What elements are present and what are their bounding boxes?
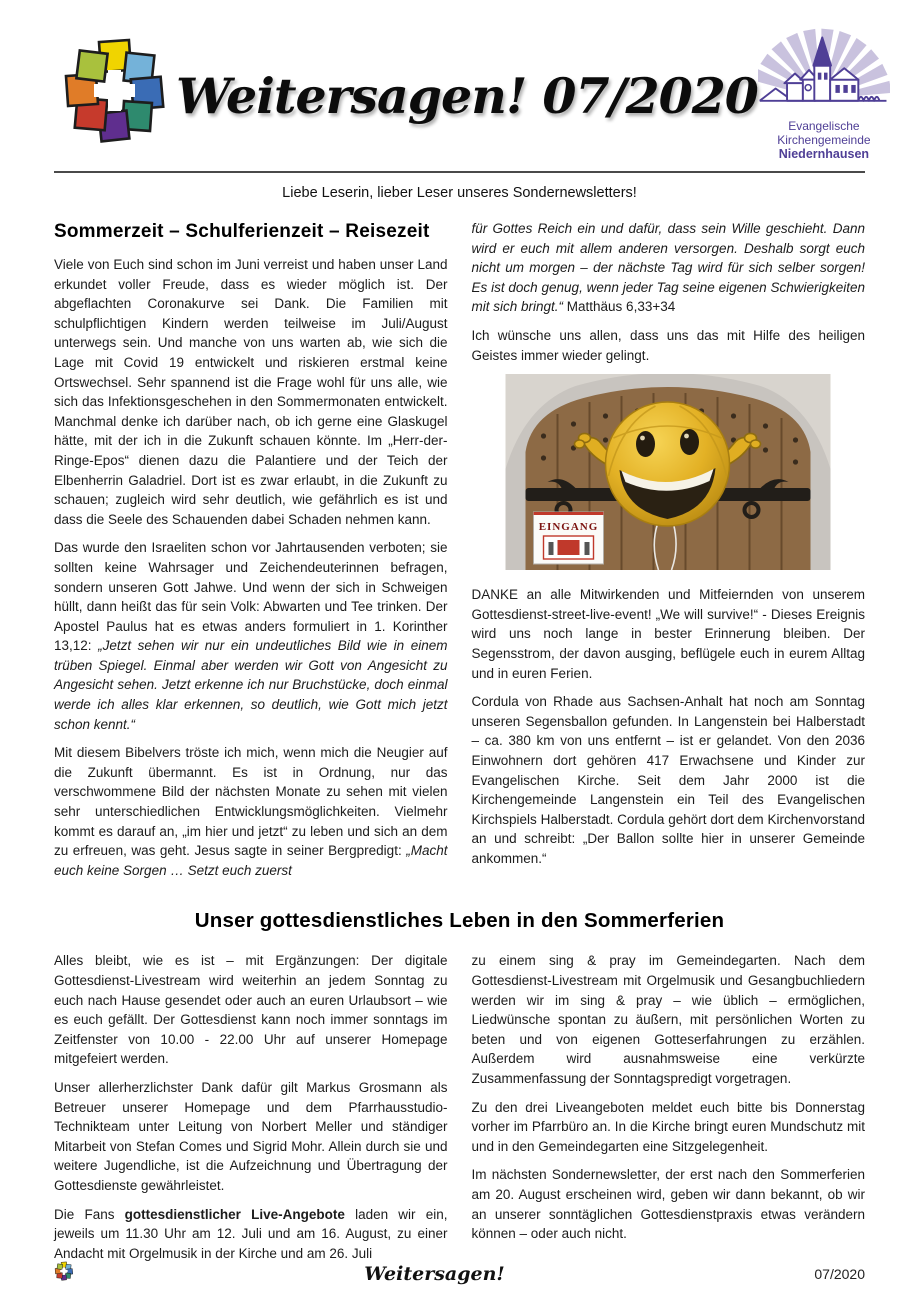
paragraph: Das wurde den Israeliten schon vor Jahrtausenden verboten; sie sollten keine Wahrsager und Zeichendeuterinnen befragen, sondern unseren Gott Jahwe. Und wenn der sich in Schweigen hüllt, dann heißt das für sein Volk: Abwarten und Tee trinken. Der Apostel Paulus hat es etwas anders formuliert in 1. Korinther 13,12: „Jetzt sehen wir nur ein undeutliches Bild wie in einem trüben Spiegel. Einmal aber werden wir Gott von Angesicht zu Angesicht sehen. Jetzt erkenne ich nur Bruchstücke, doch einmal werde ich alles klar erkennen, so deutlich, wie Gott mich jetzt schon kennt.“ xyxy=(54,540,448,732)
cross-squares-logo-icon xyxy=(54,36,176,149)
header-rule xyxy=(54,171,865,173)
paragraph: Unser allerherzlichster Dank dafür gilt Markus Grosmann als Betreuer unserer Homepage und dem Pfarrhausstudio-Technikteam unter Leitung von Norbert Meller und ständiger Mitarbeit von Stefan Comes und Sigrid Mohr. Allein durch sie und weitere Jugendliche, ist die Aufzeichnung und Übertragung der Gottesdienste gewährleistet. xyxy=(54,1079,448,1193)
section1-heading: Sommerzeit – Schulferienzeit – Reisezeit xyxy=(54,221,430,242)
paragraph: Mit diesem Bibelvers tröste ich mich, wenn mich die Neugier auf die Zukunft übermannt. Es ist in Ordnung, nur das verschwommene Bild der nächsten Monate zu sehen mit vielen sehr unterschiedlichen Entwicklungsmöglichkeiten. Vielmehr kommt es darauf an, „im hier und jetzt“ zu leben und sich an dem zu erfreuen, was geht. Jesus sagte in seiner Bergpredigt: „Macht euch keine Sorgen … Setzt euch zuerst xyxy=(54,745,448,878)
church-logo-text: Evangelische Kirchengemeinde Niedernhausen xyxy=(777,119,871,161)
section2-right-column xyxy=(472,951,866,1272)
svg-text:EINGANG: EINGANG xyxy=(538,521,599,534)
footer xyxy=(54,1261,865,1286)
section1 xyxy=(54,219,865,889)
footer-brand: Weitersagen! xyxy=(364,1262,505,1285)
paragraph: DANKE an alle Mitwirkenden und Mitfeiernden von unserem Gottesdienst-street-live-event! „We will survive!“ - Dieses Ereignis wird uns noch lange in bester Erinnerung bleiben. Der Segensstrom, der davon ausging, beflügele euch in eurem Alltag und in euren Ferien. xyxy=(471,587,865,681)
header xyxy=(54,24,871,161)
section2-heading: Unser gottesdienstliches Leben in den Sommerferien xyxy=(194,909,725,933)
section2-left-column xyxy=(54,951,448,1272)
church-rays-icon xyxy=(758,24,890,116)
section1-right-column xyxy=(472,219,866,889)
paragraph: Cordula von Rhade aus Sachsen-Anhalt hat noch am Sonntag unseren Segensballon gefunden. In Langenstein bei Halberstadt – ca. 380 km von uns entfernt – ist er gelandet. Von den 2036 Einwohnern dort gehören 417 Erwachsene und Kinder zur Evangelischen Kirche. Seit dem Jahr 2000 ist die Kirchengemeinde Langenstein ein Teil des Evangelischen Kirchspiels Halberstadt. Cordula gehört dort dem Kirchenvorstand an und schreibt: „Der Ballon sollte hier in unserer Gemeinde ankommen.“ xyxy=(471,694,865,866)
paragraph: Ich wünsche uns allen, dass uns das mit Hilfe des heiligen Geistes immer wieder gelingt. xyxy=(471,327,865,363)
footer-issue: 07/2020 xyxy=(814,1265,865,1282)
paragraph: Im nächsten Sondernewsletter, der erst nach den Sommerferien am 20. August erscheinen wird, geben wir dann bekannt, ob wir an unserer sonntäglichen Gottesdienstpraxis etwas verändern können – oder auch nicht. xyxy=(471,1167,865,1242)
paragraph: zu einem sing & pray im Gemeindegarten. Nach dem Gottesdienst-Livestream mit Orgelmusik und Gesangbuchliedern werden wir im sing & pray – wie üblich – ermöglichen, Liedwünsche spontan zu äußern, mit persönlichen Worten zu beten und von eigenen Gotteserfahrungen zu erzählen. Außerdem wird ausnahmsweise eine verkürzte Zusammenfassung der Sonntagspredigt vorgetragen. xyxy=(471,953,865,1086)
paragraph: für Gottes Reich ein und dafür, dass sein Wille geschieht. Dann wird er euch mit allem anderen versorgen. Deshalb sorgt euch nicht um morgen – der nächste Tag wird für sich selber sorgen! Es ist doch genug, wenn jeder Tag seine eigenen Schwierigkeiten mit sich bringt.“ Matthäus 6,33+34 xyxy=(471,221,865,315)
church-logo xyxy=(758,24,890,161)
paragraph: Zu den drei Liveangeboten meldet euch bitte bis Donnerstag vorher im Pfarrbüro an. In die Kirche bringt euren Mundschutz mit und in den Gemeindegarten eine Sitzgelegenheit. xyxy=(471,1099,865,1154)
title-wrap xyxy=(176,61,758,125)
greeting-line: Liebe Leserin, lieber Leser unseres Sondernewsletters! xyxy=(282,185,637,201)
section1-left-column xyxy=(54,219,448,889)
paragraph: Alles bleibt, wie es ist – mit Ergänzungen: Der digitale Gottesdienst-Livestream wird weiterhin an jedem Sonntag zu euch nach Hause gesendet oder auch an euren Urlaubsort – wie es euch gefällt. Der Gottesdienst kann noch immer sonntags im Zeitfenster von 10.00 - 22.00 Uhr auf unserer Homepage mitgefeiert werden. xyxy=(54,953,448,1067)
section2 xyxy=(54,951,865,1272)
footer-cross-logo-icon xyxy=(54,1261,74,1286)
paragraph: Viele von Euch sind schon im Juni verreist und haben unser Land erkundet voller Freude, dass es wieder möglich ist. Der abgeflachten Coronakurve sei Dank. Die Familien mit schulpflichtigen Kindern werden teilweise im Juli/August unterwegs sein. Und manche von uns warten ab, wie sich die Lage mit Covid 19 entwickelt und riskieren erstmal keine Ortswechsel. Sehr spannend ist die Frage wohl für uns alle, wie sich das Infektionsgeschehen in den Sommermonaten entwickelt. Manchmal denke ich darüber nach, ob ich gerne eine Glaskugel hätte, mit der ich in die Zukunft schauen könnte. Im „Herr-der-Ringe-Epos“ dienen dazu die Palantiere und der Teich der Elbenherrin Galadriel. Dort ist es zwar erlaubt, in die Zukunft zu schauen; zugleich wird sehr deutlich, wie gefährlich es ist und dass die Seele des Schauenden dabei Schaden nehmen kann. xyxy=(54,257,448,527)
paragraph: Die Fans gottesdienstlicher Live-Angebote laden wir ein, jeweils um 11.30 Uhr am 12. Juli und am 16. August, zu einer Andacht mit Orgelmusik in der Kirche und am 26. Juli xyxy=(54,1206,448,1261)
page-title: Weitersagen! 07/2020 xyxy=(176,66,758,125)
balloon-photo xyxy=(472,374,866,575)
